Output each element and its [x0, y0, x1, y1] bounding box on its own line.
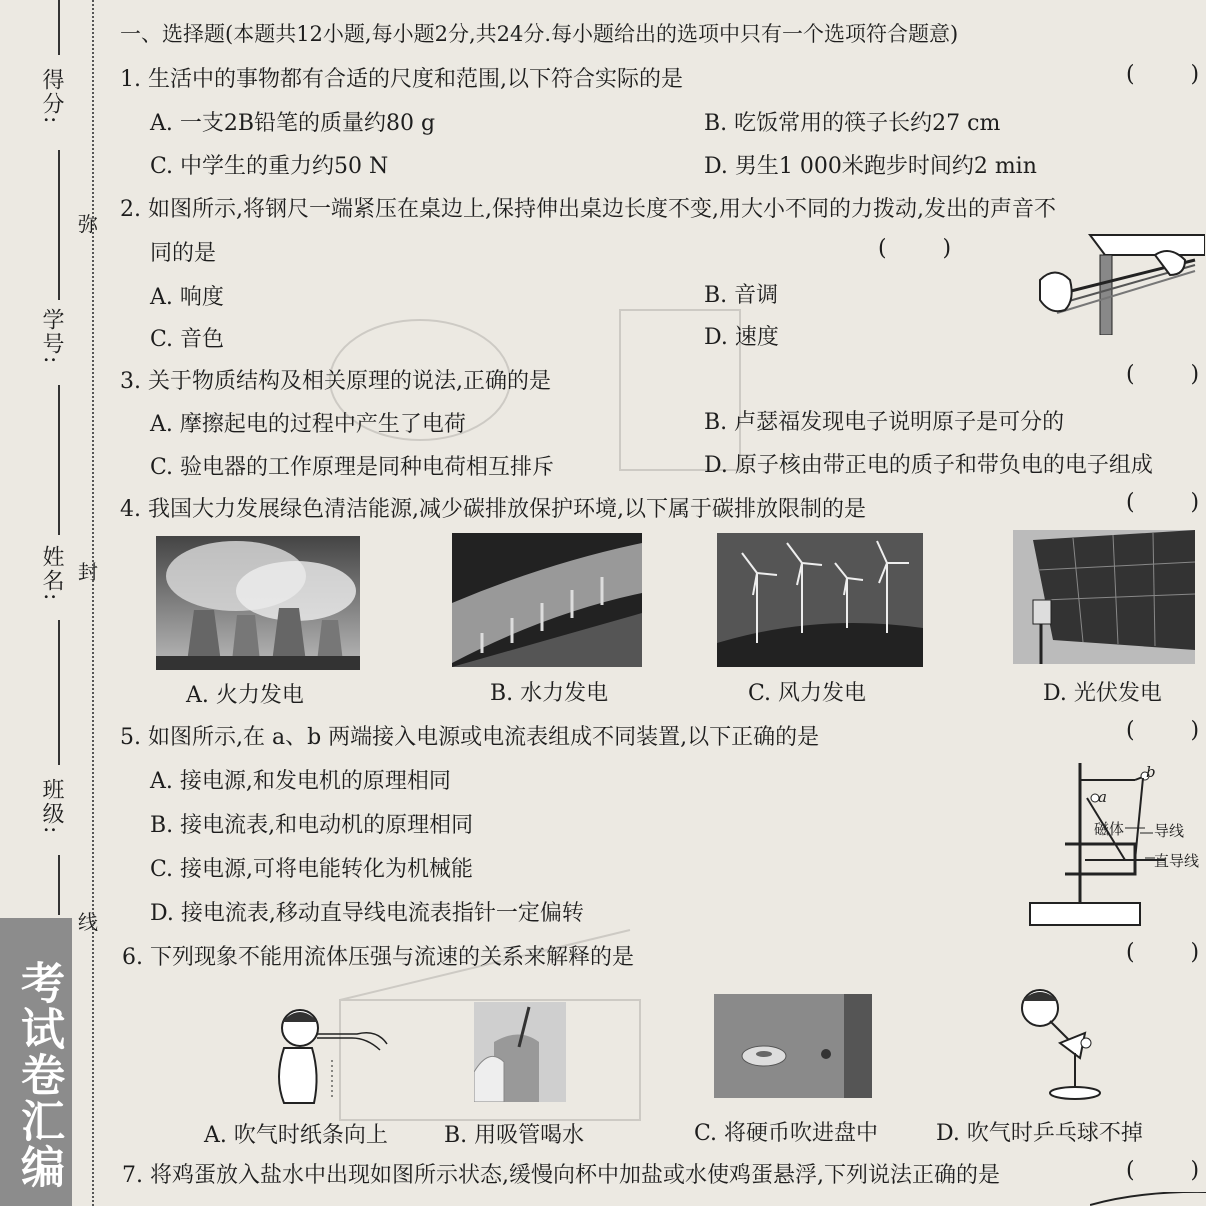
q3-stem: 3. 关于物质结构及相关原理的说法,正确的是 [120, 369, 551, 394]
q3-option-b: B. 卢瑟福发现电子说明原子是可分的 [704, 410, 1065, 435]
q7-answer-blank[interactable]: ( ) [1126, 1158, 1200, 1183]
q2-option-d: D. 速度 [704, 325, 779, 350]
q4-option-b: B. 水力发电 [490, 681, 609, 706]
q3-answer-blank[interactable]: ( ) [1126, 362, 1200, 387]
q4-option-c: C. 风力发电 [748, 681, 867, 706]
score-line [58, 150, 60, 300]
binding-line [58, 0, 60, 55]
q2-option-a: A. 响度 [150, 285, 224, 310]
q3-option-a: A. 摩擦起电的过程中产生了电荷 [150, 412, 466, 437]
q5-option-c: C. 接电源,可将电能转化为机械能 [150, 857, 474, 882]
q4-hydro-power-photo [452, 533, 642, 667]
q6-answer-blank[interactable]: ( ) [1126, 940, 1200, 965]
q5-fig-label-wire: 导线 [1154, 822, 1185, 840]
student-id-line [58, 385, 60, 535]
q1-option-c: C. 中学生的重力约50 N [150, 154, 389, 179]
q2-answer-blank[interactable]: ( ) [878, 236, 952, 261]
q4-thermal-power-photo [156, 536, 360, 670]
class-line [58, 855, 60, 915]
q6-blowing-paper-figure [262, 1000, 392, 1110]
q6-coin-dish-photo [714, 994, 872, 1098]
q1-option-b: B. 吃饭常用的筷子长约27 cm [704, 111, 1001, 136]
name-line [58, 620, 60, 765]
q4-stem: 4. 我国大力发展绿色清洁能源,减少碳排放保护环境,以下属于碳排放限制的是 [120, 497, 866, 522]
side-banner-text: 考试卷汇编 [13, 960, 64, 1190]
class-label: 班级: [39, 778, 64, 836]
q4-wind-power-photo [717, 533, 923, 667]
q5-fig-label-magnet: 磁体 [1094, 820, 1125, 838]
q1-answer-blank[interactable]: ( ) [1126, 62, 1200, 87]
q6-drinking-straw-photo [474, 1002, 566, 1102]
q6-option-b: B. 用吸管喝水 [444, 1123, 585, 1148]
name-label: 姓名: [39, 545, 64, 603]
q7-stem: 7. 将鸡蛋放入盐水中出现如图所示状态,缓慢向杯中加盐或水使鸡蛋悬浮,下列说法正确的是 [122, 1163, 1000, 1188]
q6-option-d: D. 吹气时乒乓球不掉 [936, 1121, 1143, 1146]
q5-magnet-wire-figure [1025, 758, 1205, 938]
q4-answer-blank[interactable]: ( ) [1126, 490, 1200, 515]
q2-ruler-on-desk-figure [1035, 225, 1205, 335]
q5-option-b: B. 接电流表,和电动机的原理相同 [150, 813, 474, 838]
q5-fig-label-straight-wire: 直导线 [1154, 852, 1200, 870]
q1-stem: 1. 生活中的事物都有合适的尺度和范围,以下符合实际的是 [120, 67, 683, 92]
q5-answer-blank[interactable]: ( ) [1126, 718, 1200, 743]
q2-option-b: B. 音调 [704, 283, 779, 308]
q1-option-a: A. 一支2B铅笔的质量约80 g [150, 111, 436, 136]
seal-dotted-line [92, 0, 94, 1206]
section-title: 一、选择题(本题共12小题,每小题2分,共24分.每小题给出的选项中只有一个选项符合题意) [120, 22, 959, 46]
q2-stem-line1: 2. 如图所示,将钢尺一端紧压在桌边上,保持伸出桌边长度不变,用大小不同的力拨动,发出的声音不 [120, 197, 1056, 222]
score-label: 得分: [39, 68, 64, 126]
q7-beaker-figure-edge [1090, 1192, 1206, 1206]
q3-option-c: C. 验电器的工作原理是同种电荷相互排斥 [150, 455, 555, 480]
student-id-label: 学号: [39, 308, 64, 366]
q6-option-a: A. 吹气时纸条向上 [204, 1123, 388, 1148]
q6-pingpong-funnel-figure [1000, 983, 1120, 1103]
seal-mark-mi: 弥 [78, 212, 98, 236]
q5-stem: 5. 如图所示,在 a、b 两端接入电源或电流表组成不同装置,以下正确的是 [120, 725, 820, 750]
q5-fig-label-a: a [1098, 788, 1107, 806]
q2-option-c: C. 音色 [150, 327, 225, 352]
q1-option-d: D. 男生1 000米跑步时间约2 min [704, 154, 1037, 179]
q4-option-a: A. 火力发电 [186, 683, 304, 708]
q3-option-d: D. 原子核由带正电的质子和带负电的电子组成 [704, 453, 1153, 478]
seal-mark-feng: 封 [78, 560, 98, 584]
q2-stem-line2: 同的是 [150, 241, 217, 266]
q5-fig-label-b: b [1146, 763, 1156, 781]
q4-option-d: D. 光伏发电 [1043, 681, 1162, 706]
q6-stem: 6. 下列现象不能用流体压强与流速的关系来解释的是 [122, 945, 634, 970]
q5-option-a: A. 接电源,和发电机的原理相同 [150, 769, 451, 794]
q6-option-c: C. 将硬币吹进盘中 [694, 1121, 879, 1146]
q5-option-d: D. 接电流表,移动直导线电流表指针一定偏转 [150, 901, 584, 926]
q4-solar-pv-photo [1013, 530, 1195, 664]
seal-mark-xian: 线 [78, 910, 98, 934]
